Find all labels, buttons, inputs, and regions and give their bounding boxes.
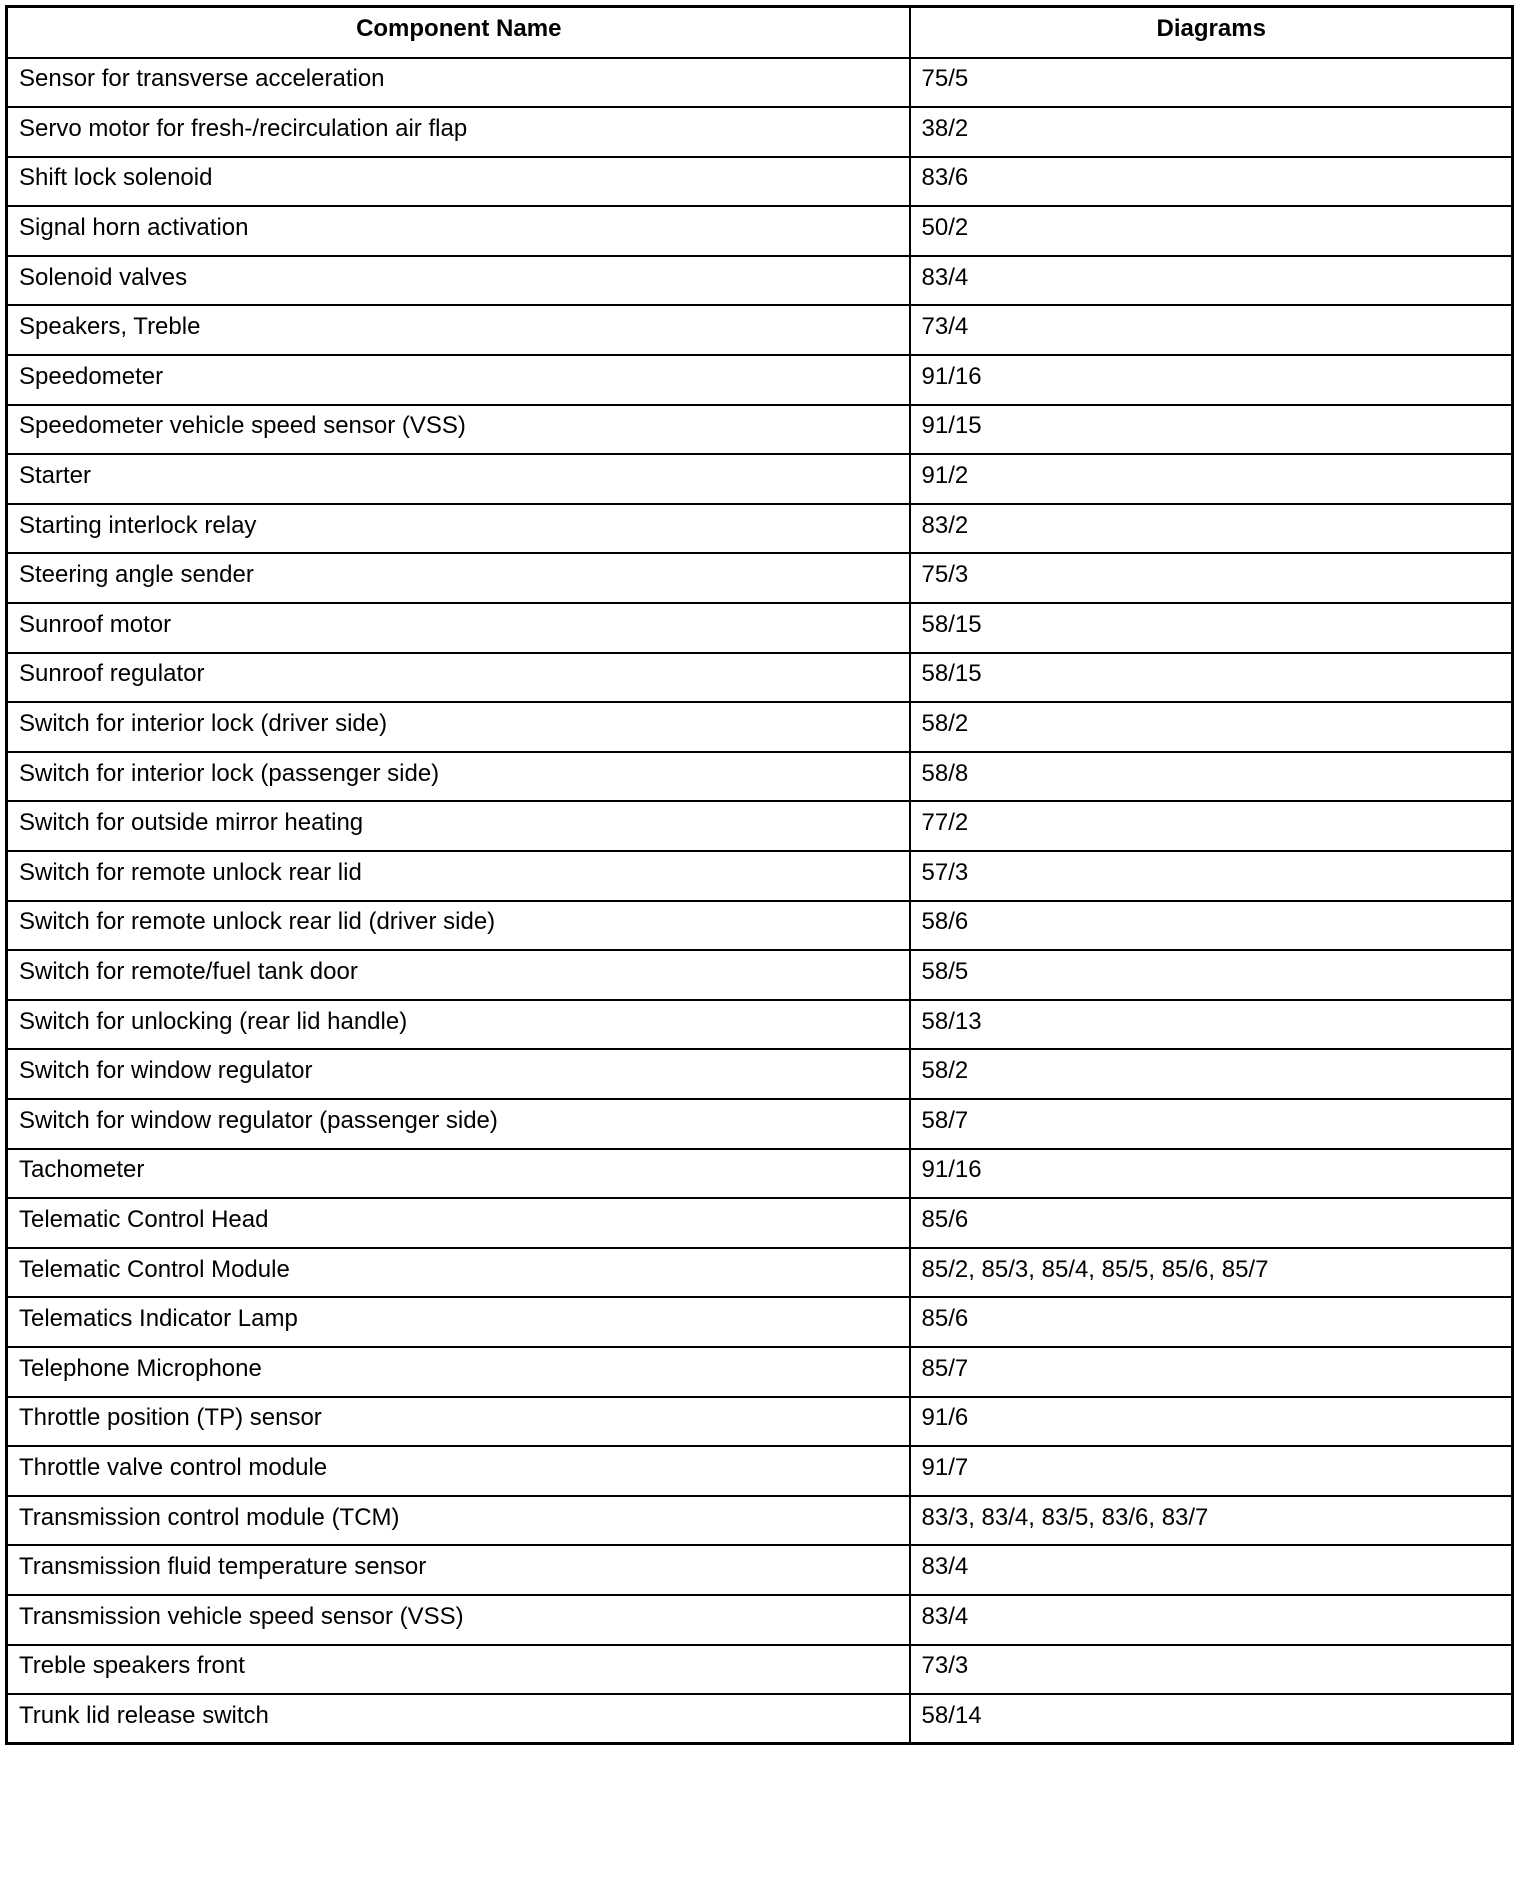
table-row bbox=[7, 58, 1513, 108]
diagrams-cell: 91/2 bbox=[910, 454, 1513, 504]
component-name-cell: Telematic Control Head bbox=[7, 1198, 910, 1248]
diagrams-cell: 83/2 bbox=[910, 504, 1513, 554]
component-name-cell: Solenoid valves bbox=[7, 256, 910, 306]
table-row bbox=[7, 454, 1513, 504]
table-body bbox=[7, 58, 1513, 1744]
table-row bbox=[7, 653, 1513, 703]
table-row bbox=[7, 603, 1513, 653]
diagrams-cell: 85/6 bbox=[910, 1198, 1513, 1248]
table-row bbox=[7, 1297, 1513, 1347]
component-name-cell: Throttle position (TP) sensor bbox=[7, 1397, 910, 1447]
table-row bbox=[7, 1496, 1513, 1546]
table-row bbox=[7, 901, 1513, 951]
component-name-cell: Signal horn activation bbox=[7, 206, 910, 256]
table-row bbox=[7, 355, 1513, 405]
table-row bbox=[7, 752, 1513, 802]
diagrams-cell: 73/4 bbox=[910, 305, 1513, 355]
diagrams-cell: 83/3, 83/4, 83/5, 83/6, 83/7 bbox=[910, 1496, 1513, 1546]
diagrams-cell: 91/7 bbox=[910, 1446, 1513, 1496]
diagrams-cell: 83/4 bbox=[910, 256, 1513, 306]
component-name-cell: Transmission vehicle speed sensor (VSS) bbox=[7, 1595, 910, 1645]
component-name-cell: Starter bbox=[7, 454, 910, 504]
diagrams-cell: 91/6 bbox=[910, 1397, 1513, 1447]
component-name-cell: Sensor for transverse acceleration bbox=[7, 58, 910, 108]
table-row bbox=[7, 1645, 1513, 1695]
table-row bbox=[7, 702, 1513, 752]
column-header-component-name: Component Name bbox=[7, 7, 910, 58]
diagrams-cell: 58/15 bbox=[910, 653, 1513, 703]
component-name-cell: Steering angle sender bbox=[7, 553, 910, 603]
table-row bbox=[7, 553, 1513, 603]
table-row bbox=[7, 851, 1513, 901]
table-row bbox=[7, 405, 1513, 455]
diagrams-cell: 83/4 bbox=[910, 1545, 1513, 1595]
diagrams-cell: 58/8 bbox=[910, 752, 1513, 802]
diagrams-cell: 58/6 bbox=[910, 901, 1513, 951]
component-name-cell: Treble speakers front bbox=[7, 1645, 910, 1695]
component-name-cell: Switch for remote unlock rear lid bbox=[7, 851, 910, 901]
diagrams-cell: 91/15 bbox=[910, 405, 1513, 455]
component-name-cell: Shift lock solenoid bbox=[7, 157, 910, 207]
table-row bbox=[7, 1099, 1513, 1149]
component-name-cell: Tachometer bbox=[7, 1149, 910, 1199]
component-name-cell: Speakers, Treble bbox=[7, 305, 910, 355]
table-row bbox=[7, 1694, 1513, 1744]
component-diagram-table bbox=[5, 5, 1514, 1745]
table-row bbox=[7, 1149, 1513, 1199]
component-name-cell: Switch for unlocking (rear lid handle) bbox=[7, 1000, 910, 1050]
column-header-diagrams: Diagrams bbox=[910, 7, 1513, 58]
component-name-cell: Switch for outside mirror heating bbox=[7, 801, 910, 851]
table-row bbox=[7, 1545, 1513, 1595]
table-row bbox=[7, 801, 1513, 851]
component-diagram-table-container bbox=[5, 5, 1511, 1745]
table-row bbox=[7, 950, 1513, 1000]
table-row bbox=[7, 1198, 1513, 1248]
component-name-cell: Speedometer vehicle speed sensor (VSS) bbox=[7, 405, 910, 455]
table-row bbox=[7, 305, 1513, 355]
component-name-cell: Switch for window regulator bbox=[7, 1049, 910, 1099]
component-name-cell: Sunroof motor bbox=[7, 603, 910, 653]
component-name-cell: Switch for interior lock (driver side) bbox=[7, 702, 910, 752]
table-row bbox=[7, 1000, 1513, 1050]
component-name-cell: Transmission control module (TCM) bbox=[7, 1496, 910, 1546]
table-row bbox=[7, 504, 1513, 554]
diagrams-cell: 83/4 bbox=[910, 1595, 1513, 1645]
table-row bbox=[7, 256, 1513, 306]
diagrams-cell: 58/13 bbox=[910, 1000, 1513, 1050]
diagrams-cell: 85/6 bbox=[910, 1297, 1513, 1347]
diagrams-cell: 91/16 bbox=[910, 355, 1513, 405]
component-name-cell: Trunk lid release switch bbox=[7, 1694, 910, 1744]
diagrams-cell: 58/2 bbox=[910, 1049, 1513, 1099]
table-row bbox=[7, 1248, 1513, 1298]
diagrams-cell: 58/14 bbox=[910, 1694, 1513, 1744]
diagrams-cell: 85/2, 85/3, 85/4, 85/5, 85/6, 85/7 bbox=[910, 1248, 1513, 1298]
table-header-row bbox=[7, 7, 1513, 58]
diagrams-cell: 83/6 bbox=[910, 157, 1513, 207]
diagrams-cell: 58/5 bbox=[910, 950, 1513, 1000]
component-name-cell: Sunroof regulator bbox=[7, 653, 910, 703]
component-name-cell: Speedometer bbox=[7, 355, 910, 405]
table-row bbox=[7, 107, 1513, 157]
component-name-cell: Switch for interior lock (passenger side) bbox=[7, 752, 910, 802]
table-row bbox=[7, 1397, 1513, 1447]
diagrams-cell: 75/5 bbox=[910, 58, 1513, 108]
diagrams-cell: 75/3 bbox=[910, 553, 1513, 603]
diagrams-cell: 38/2 bbox=[910, 107, 1513, 157]
table-row bbox=[7, 157, 1513, 207]
component-name-cell: Servo motor for fresh-/recirculation air flap bbox=[7, 107, 910, 157]
component-name-cell: Telematic Control Module bbox=[7, 1248, 910, 1298]
diagrams-cell: 73/3 bbox=[910, 1645, 1513, 1695]
diagrams-cell: 58/2 bbox=[910, 702, 1513, 752]
diagrams-cell: 58/15 bbox=[910, 603, 1513, 653]
component-name-cell: Telematics Indicator Lamp bbox=[7, 1297, 910, 1347]
diagrams-cell: 50/2 bbox=[910, 206, 1513, 256]
component-name-cell: Transmission fluid temperature sensor bbox=[7, 1545, 910, 1595]
table-row bbox=[7, 1446, 1513, 1496]
diagrams-cell: 91/16 bbox=[910, 1149, 1513, 1199]
table-row bbox=[7, 1049, 1513, 1099]
diagrams-cell: 85/7 bbox=[910, 1347, 1513, 1397]
component-name-cell: Switch for remote unlock rear lid (driver side) bbox=[7, 901, 910, 951]
component-name-cell: Starting interlock relay bbox=[7, 504, 910, 554]
component-name-cell: Telephone Microphone bbox=[7, 1347, 910, 1397]
component-name-cell: Switch for remote/fuel tank door bbox=[7, 950, 910, 1000]
table-row bbox=[7, 206, 1513, 256]
table-row bbox=[7, 1595, 1513, 1645]
table-row bbox=[7, 1347, 1513, 1397]
diagrams-cell: 57/3 bbox=[910, 851, 1513, 901]
diagrams-cell: 77/2 bbox=[910, 801, 1513, 851]
component-name-cell: Throttle valve control module bbox=[7, 1446, 910, 1496]
component-name-cell: Switch for window regulator (passenger side) bbox=[7, 1099, 910, 1149]
diagrams-cell: 58/7 bbox=[910, 1099, 1513, 1149]
